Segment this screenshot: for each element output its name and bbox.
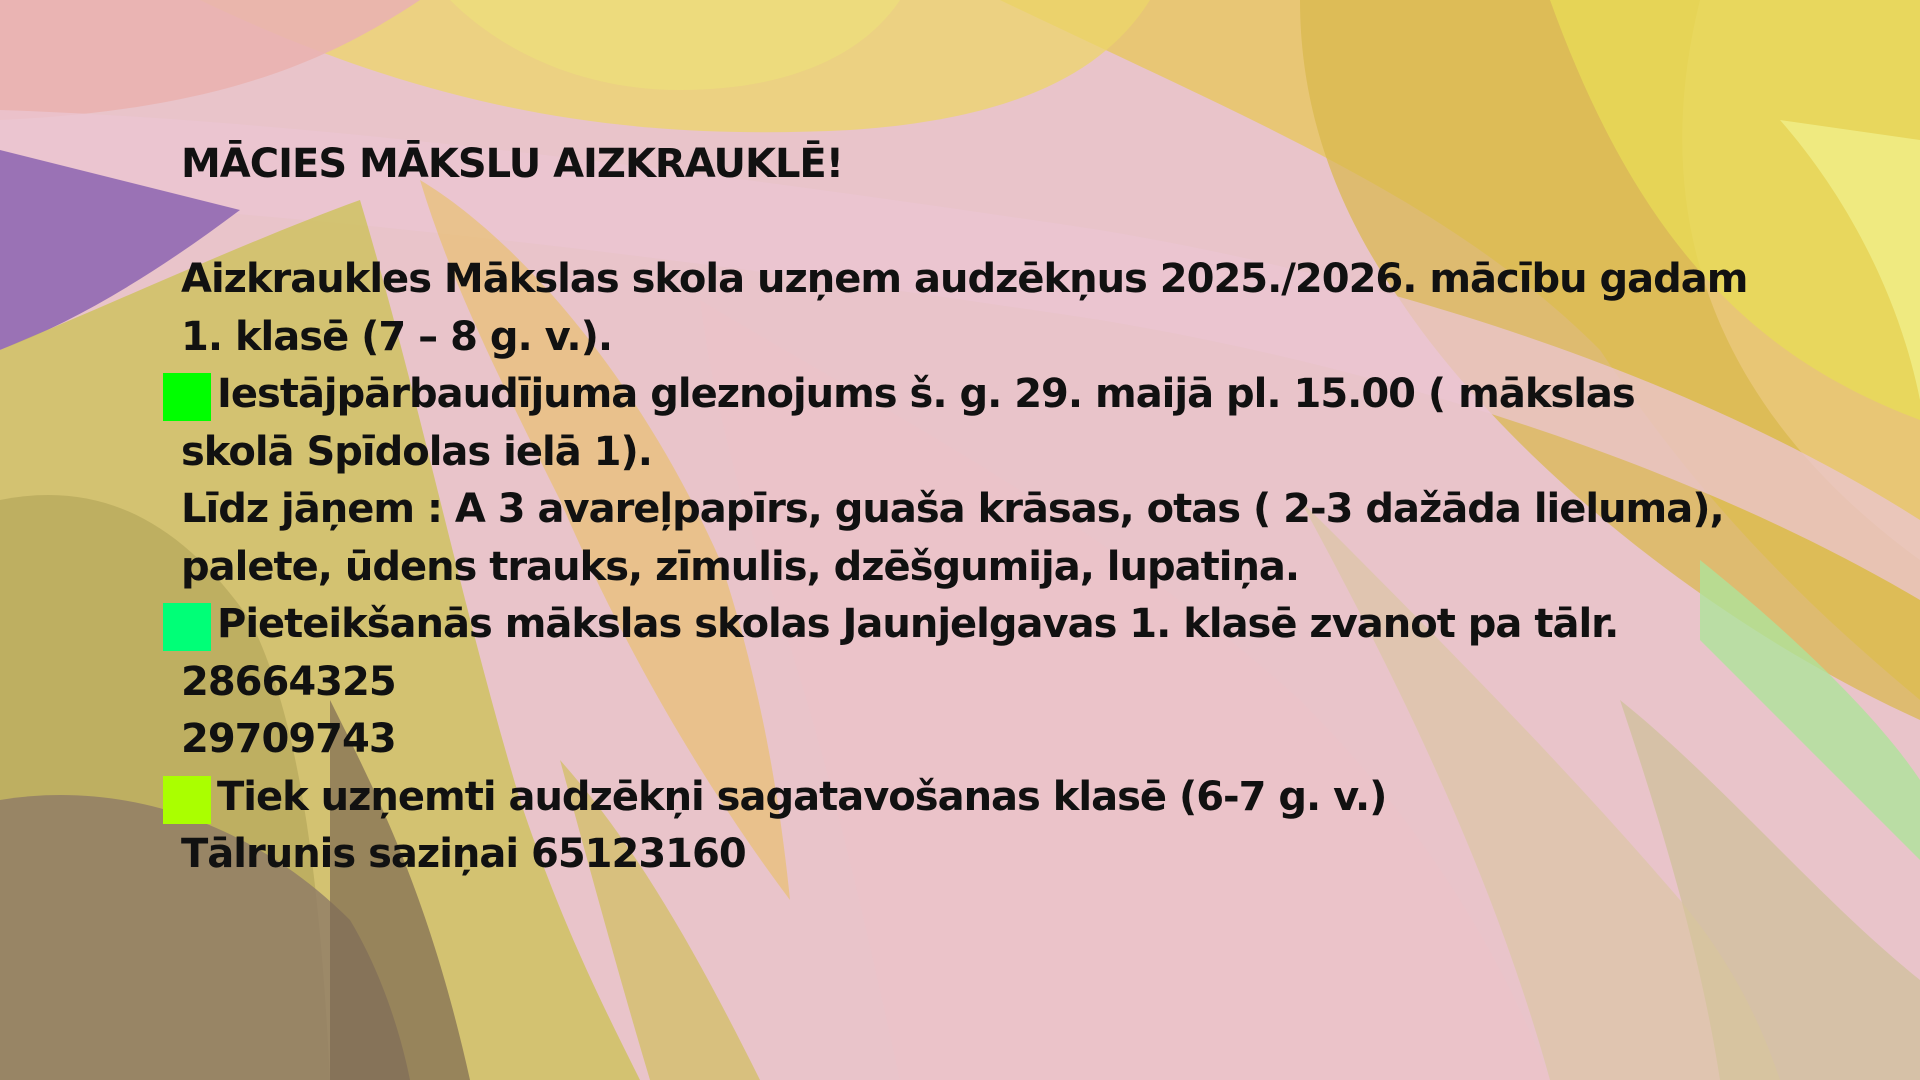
supplies-line-2: palete, ūdens trauks, zīmulis, dzēšgumija, lupatiņa. <box>181 543 1300 590</box>
entrance-exam-location: skolā Spīdolas ielā 1). <box>181 428 652 475</box>
registration-text: Pieteikšanās mākslas skolas Jaunjelgavas 1. klasē zvanot pa tālr. <box>217 601 1619 647</box>
poster-text <box>181 136 1881 884</box>
supplies-line-1: Līdz jāņem : A 3 avareļpapīrs, guaša krāsas, otas ( 2-3 dažāda lieluma), <box>181 486 1724 532</box>
green-square-bullet-icon <box>163 603 211 651</box>
entrance-exam-text: Iestājpārbaudījuma gleznojums š. g. 29. maijā pl. 15.00 ( mākslas <box>217 371 1635 417</box>
list-item-registration <box>181 596 1881 654</box>
preparatory-class-text: Tiek uzņemti audzēkņi sagatavošanas klasē (6-7 g. v.) <box>217 773 1387 820</box>
green-square-bullet-icon <box>163 373 211 421</box>
phone-number-1: 28664325 <box>181 658 396 705</box>
intro-line-1: Aizkraukles Mākslas skola uzņem audzēkņus 2025./2026. mācību gadam <box>181 256 1748 302</box>
page-title: MĀCIES MĀKSLU AIZKRAUKLĒ! <box>181 141 843 187</box>
list-item-preparatory-class <box>181 769 1881 827</box>
intro-line-2: 1. klasē (7 – 8 g. v.). <box>181 313 613 360</box>
phone-number-2: 29709743 <box>181 716 396 762</box>
contact-phone: Tālrunis saziņai 65123160 <box>181 831 746 877</box>
lime-square-bullet-icon <box>163 776 211 824</box>
list-item-entrance-exam <box>181 366 1881 424</box>
